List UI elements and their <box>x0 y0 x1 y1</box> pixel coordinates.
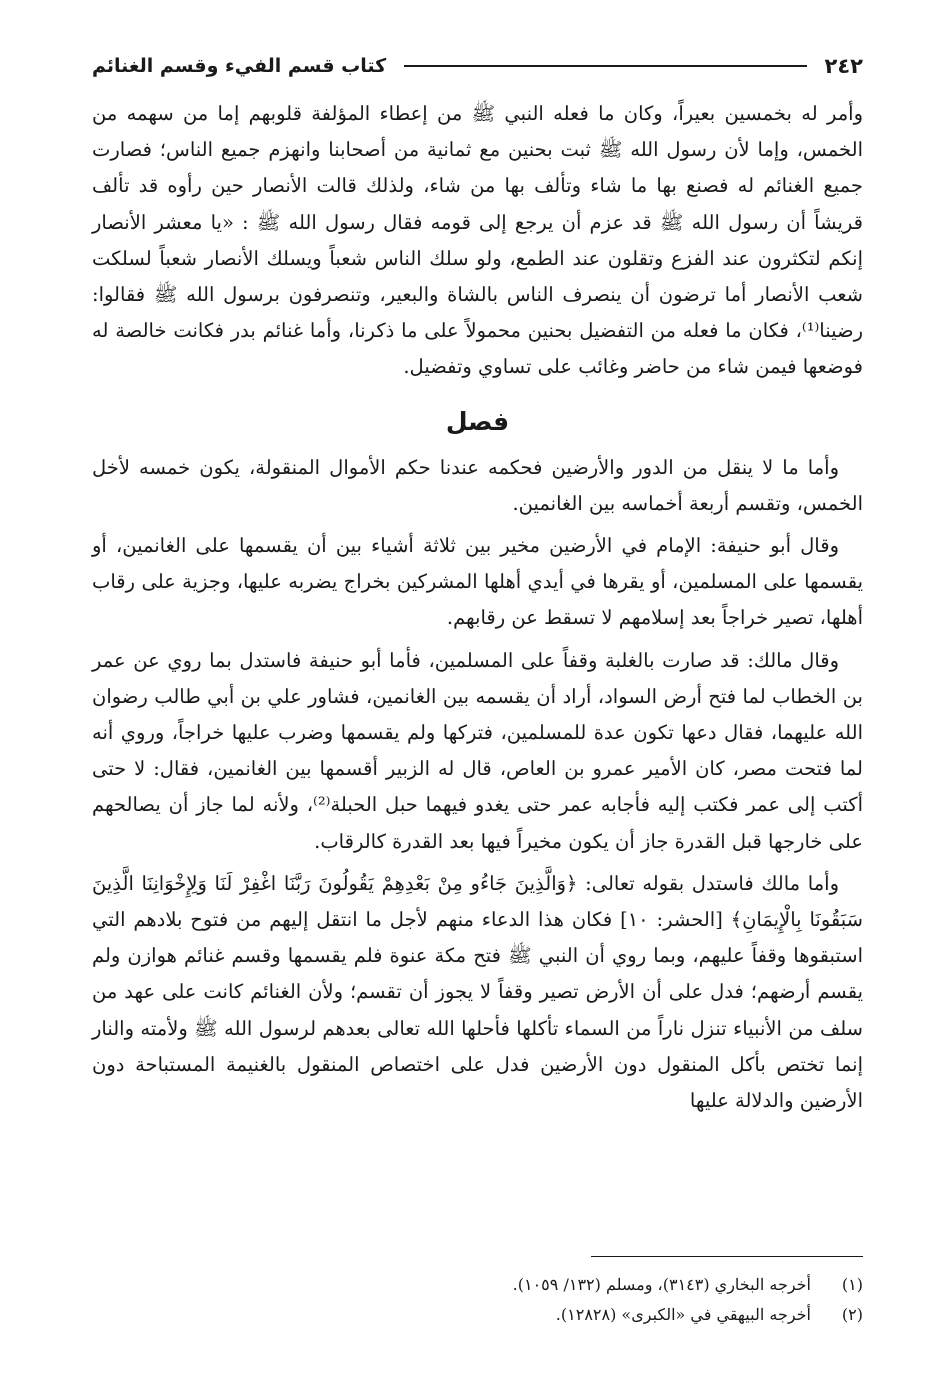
body-text <box>92 96 863 1125</box>
paragraph: وقال مالك: قد صارت بالغلبة وقفاً على المسلمين، فأما أبو حنيفة فاستدل بما روي عن عمر بن الخطاب لما فتح أرض السواد، أراد أن يقسمه بين الغانمين، فشاور علي بن أبي طالب رضوان الله عليهما، فقال دعها تكون عدة للمسلمين، فتركها ولم يقسمها وضرب عليها خراجاً، وروي أنه لما فتحت مصر، كان الأمير عمرو بن العاص، قال له الزبير أقسمها بين الغانمين، فقال: لا حتى أكتب إلى عمر فكتب إليه فأجابه عمر حتى يغدو فيهما حبل الحبلة⁽²⁾، ولأنه لما جاز أن يصالحهم على خارجها قبل القدرة جاز أن يكون مخيراً فيها بعد القدرة كالرقاب. <box>92 648 863 853</box>
paragraph: وقال أبو حنيفة: الإمام في الأرضين مخير بين ثلاثة أشياء بين أن يقسمها على الغانمين، أو يقسمها على المسلمين، أو يقرها في أيدي أهلها المشركين بخراج يضربه عليها، وجزية على رقاب أهلها، تصير خراجاً بعد إسلامهم لا تسقط عن رقابهم. <box>92 534 863 630</box>
footnotes <box>92 1270 863 1330</box>
paragraph: وأمر له بخمسين بعيراً، وكان ما فعله النبي ﷺ من إعطاء المؤلفة قلوبهم إما من سهمه من الخمس، وإما لأن رسول الله ﷺ ثبت بحنين مع ثمانية من أصحابنا وانهزم جميع الناس؛ فصارت جميع الغنائم له فصنع بها ما شاء وتألف بها من شاء، ولذلك قالت الأنصار حين رأوه قد تألف قريشاً أن رسول الله ﷺ قد عزم أن يرجع إلى قومه فقال رسول الله ﷺ : «يا معشر الأنصار إنكم لتكثرون عند الفزع وتقلون عند الطمع، ولو سلك الناس شعباً ويسلك الأنصار شعباً لسلكت شعب الأنصار أما ترضون أن ينصرف الناس بالشاة والبعير، وتنصرفون برسول الله ﷺ فقالوا: رضينا⁽¹⁾، فكان ما فعله من التفضيل بحنين محمولاً على ما ذكرنا، وأما غنائم بدر فكانت خالصة له فوضعها فيمن شاء من حاضر وغائب على تساوي وتفضيل. <box>92 102 863 379</box>
footnote-text: أخرجه البخاري (٣١٤٣)، ومسلم (١٣٢/ ١٠٥٩). <box>512 1275 811 1294</box>
page-number: ٢٤٢ <box>824 54 863 78</box>
paragraph: وأما مالك فاستدل بقوله تعالى: ﴿وَالَّذِينَ جَاءُو مِنْ بَعْدِهِمْ يَقُولُونَ رَبَّنَا اغْفِرْ لَنَا وَلِإِخْوَانِنَا الَّذِينَ سَبَقُونَا بِالْإِيمَانِ﴾ [الحشر: ١٠] فكان هذا الدعاء منهم لأجل ما انتقل إليهم من فتوح بلادهم التي استبقوها وقفاً عليهم، وبما روي أن النبي ﷺ فتح مكة عنوة فلم يقسمها وقسم غنائم هوازن ولم يقسم أرضهم؛ فدل على أن الأرض تصير وقفاً لا يجوز أن تقسم؛ ولأن الغنائم كانت على عهد من سلف من الأنبياء تنزل ناراً من السماء تأكلها فأحلها الله تعالى بعدهم لرسول الله ﷺ ولأمته والنار إنما تختص بأكل المنقول دون الأرضين فدل على اختصاص المنقول بالغنيمة المستباحة دون الأرضين والدلالة عليها <box>92 871 863 1113</box>
header-rule <box>404 65 806 67</box>
footnote-number: (٢) <box>841 1305 863 1324</box>
footnote <box>92 1300 863 1330</box>
paragraph: وأما ما لا ينقل من الدور والأرضين فحكمه عندنا حكم الأموال المنقولة، يكون خمسه لأخل الخمس، وتقسم أربعة أخماسه بين الغانمين. <box>92 455 863 515</box>
footnote <box>92 1270 863 1300</box>
section-heading: فصل <box>445 406 510 436</box>
footnote-separator <box>591 1256 863 1257</box>
footnote-number: (١) <box>841 1275 863 1294</box>
footnote-text: أخرجه البيهقي في «الكبرى» (١٢٨٢٨). <box>555 1305 811 1324</box>
book-title: كتاب قسم الفيء وقسم الغنائم <box>92 55 387 77</box>
running-header <box>92 50 863 82</box>
